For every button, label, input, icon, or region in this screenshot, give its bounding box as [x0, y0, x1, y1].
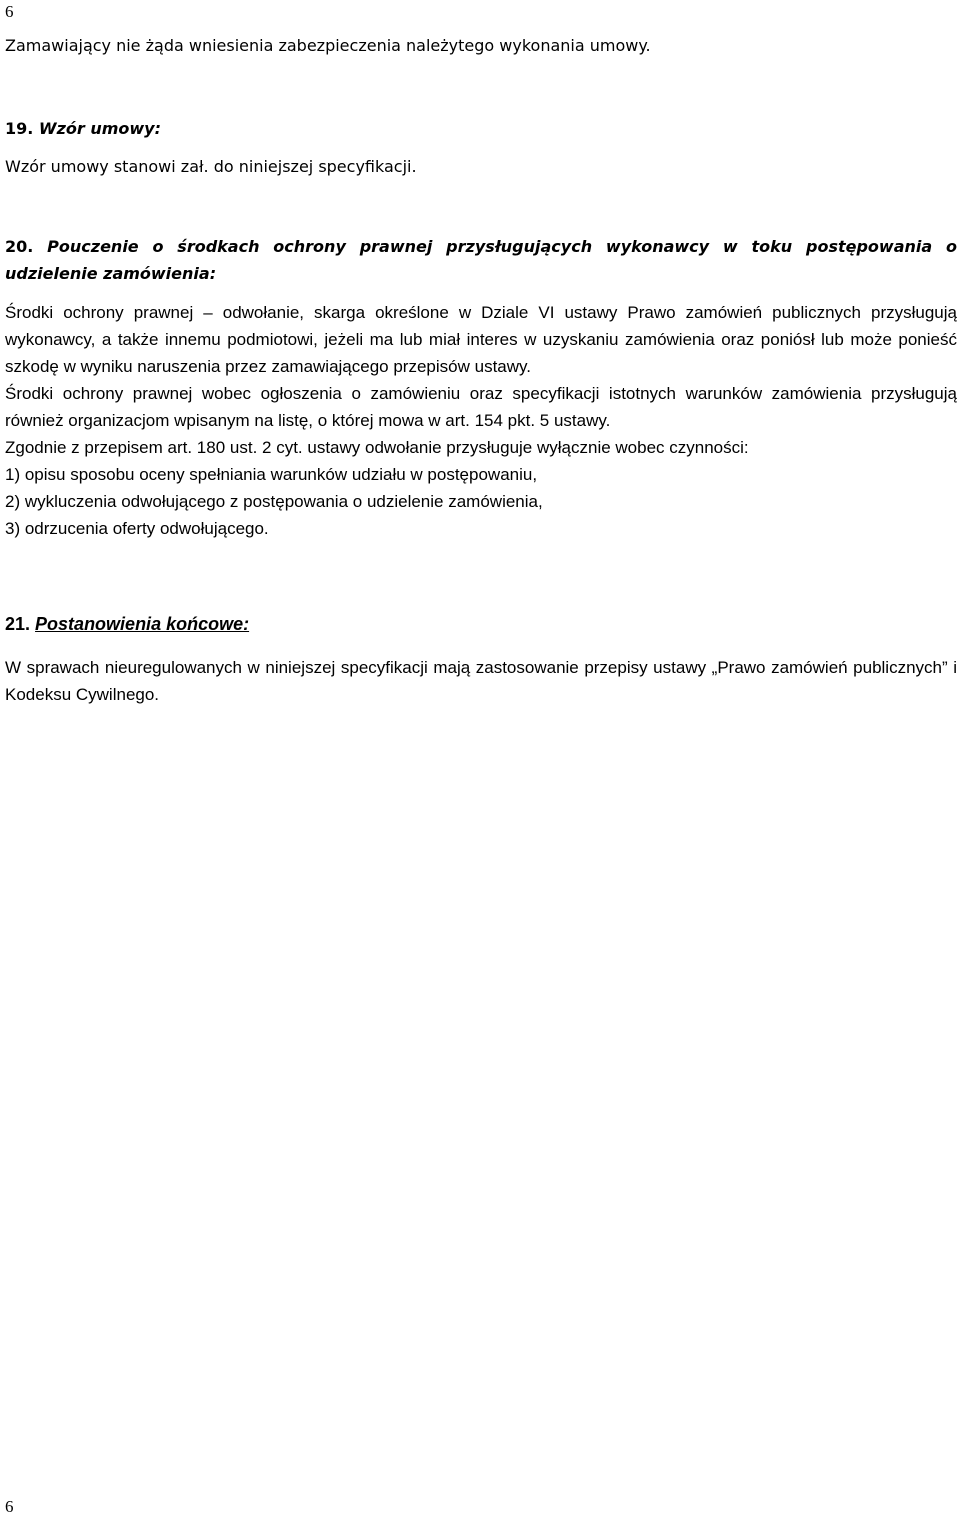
list-item: 3) odrzucenia oferty odwołującego.	[5, 519, 269, 538]
page-number-top: 6	[5, 2, 14, 21]
section-19-number: 19.	[5, 119, 34, 138]
section-21-number: 21.	[5, 614, 31, 634]
page-number-bottom: 6	[5, 1497, 14, 1516]
section-21-text: W sprawach nieuregulowanych w niniejszej specyfikacji mają zastosowanie przepisy ustawy „Prawo zamówień publicznych” i Kodeksu Cywilnego.	[5, 658, 957, 704]
list-item: 2) wykluczenia odwołującego z postępowania o udzielenie zamówienia,	[5, 492, 543, 511]
section-19-title: Wzór umowy:	[38, 119, 161, 138]
section-20-paragraph-3: Zgodnie z przepisem art. 180 ust. 2 cyt. ustawy odwołanie przysługuje wyłącznie wobec czynności:	[5, 438, 749, 457]
section-19-heading	[5, 119, 161, 138]
section-20-paragraph-2: Środki ochrony prawnej wobec ogłoszenia o zamówieniu oraz specyfikacji istotnych warunków zamówienia przysługują również organizacjom wpisanym na listę, o której mowa w art. 154 pkt. 5 ustawy.	[5, 384, 957, 430]
section-20-title: Pouczenie o środkach ochrony prawnej przysługujących wykonawcy w toku postępowania o udzielenie zamówienia:	[5, 237, 957, 283]
section-21-heading	[5, 614, 249, 635]
section-21-title: Postanowienia końcowe:	[35, 614, 250, 634]
list-item: 1) opisu sposobu oceny spełniania warunków udziału w postępowaniu,	[5, 465, 538, 484]
section-20-paragraph-1: Środki ochrony prawnej – odwołanie, skarga określone w Dziale VI ustawy Prawo zamówień publicznych przysługują wykonawcy, a także innemu podmiotowi, jeżeli ma lub miał interes w uzyskaniu zamówienia oraz poniósł lub może ponieść szkodę w wyniku naruszenia przez zamawiającego przepisów ustawy.	[5, 303, 957, 376]
section-20-heading	[5, 233, 957, 287]
section-20-number: 20.	[5, 237, 34, 256]
security-statement: Zamawiający nie żąda wniesienia zabezpieczenia należytego wykonania umowy.	[5, 36, 651, 55]
section-19-text: Wzór umowy stanowi zał. do niniejszej specyfikacji.	[5, 157, 417, 176]
section-20-body	[5, 299, 957, 542]
